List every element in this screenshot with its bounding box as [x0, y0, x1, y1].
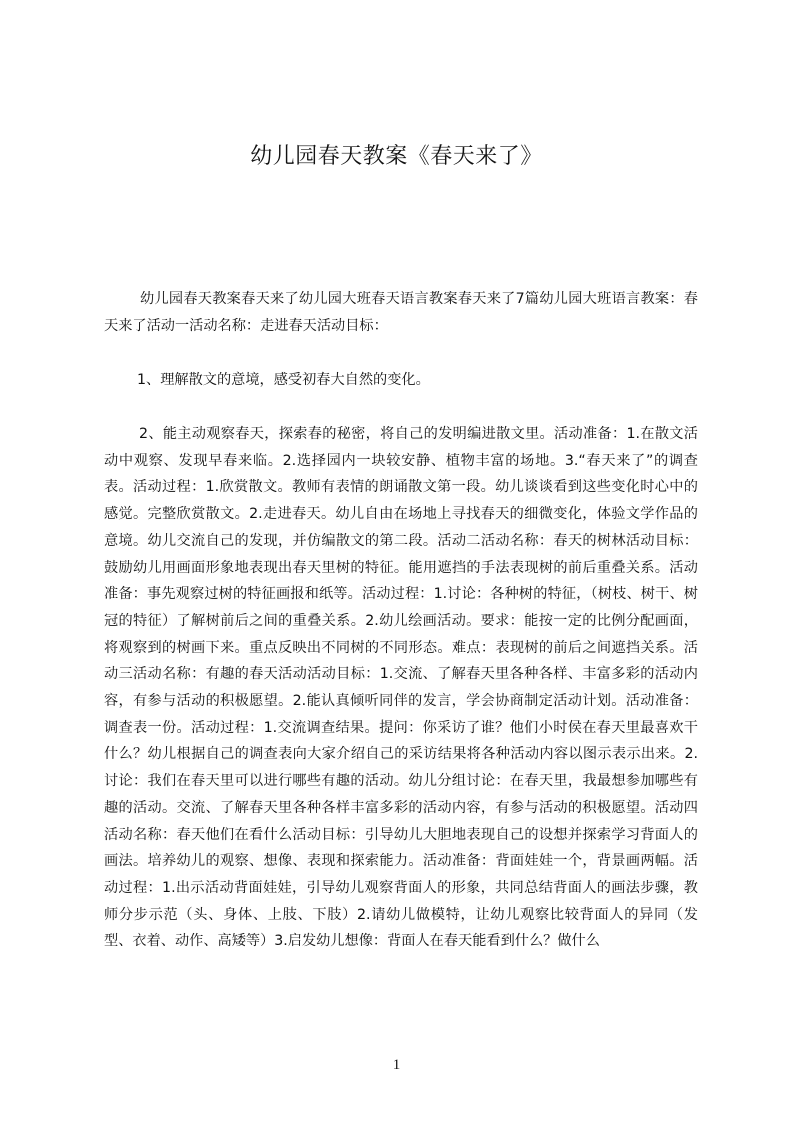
- page-number: 1: [392, 1057, 401, 1073]
- document-title: 幼儿园春天教案《春天来了》: [250, 144, 543, 169]
- paragraph-objective-1: 1、理解散文的意境，感受初春大自然的变化。: [137, 372, 430, 388]
- paragraph-intro: 幼儿园春天教案春天来了幼儿园大班春天语言教案春天来了7篇幼儿园大班语言教案：春天来了活动一活动名称：走进春天活动目标：: [104, 291, 698, 334]
- paragraph-objective-2-and-activities: 2、能主动观察春天，探索春的秘密，将自己的发明编进散文里。活动准备：1.在散文活动中观察、发现早春来临。2.选择园内一块较安静、植物丰富的场地。3.“春天来了”的调查表。活动过程：1.欣赏散文。教师有表情的朗诵散文第一段。幼儿谈谈看到这些变化时心中的感觉。完整欣赏散文。2.走进春天。幼儿自由在场地上寻找春天的细微变化，体验文学作品的意境。幼儿交流自己的发现，并仿编散文的第二段。活动二活动名称：春天的树林活动目标：鼓励幼儿用画面形象地表现出春天里树的特征。能用遮挡的手法表现树的前后重叠关系。活动准备：事先观察过树的特征画报和纸等。活动过程：1.讨论：各种树的特征，（树枝、树干、树冠的特征）了解树前后之间的重叠关系。2.幼儿绘画活动。要求：能按一定的比例分配画面，将观察到的树画下来。重点反映出不同树的不同形态。难点：表现树的前后之间遮挡关系。活动三活动名称：有趣的春天活动活动目标：1.交流、了解春天里各种各样、丰富多彩的活动内容，有参与活动的积极愿望。2.能认真倾听同伴的发言，学会协商制定活动计划。活动准备：调查表一份。活动过程：1.交流调查结果。提问：你采访了谁？他们小时侯在春天里最喜欢干什么？幼儿根据自己的调查表向大家介绍自己的采访结果将各种活动内容以图示表示出来。2.讨论：我们在春天里可以进行哪些有趣的活动。幼儿分组讨论：在春天里，我最想参加哪些有趣的活动。交流、了解春天里各种各样丰富多彩的活动内容，有参与活动的积极愿望。活动四活动名称：春天他们在看什么活动目标：引导幼儿大胆地表现自己的设想并探索学习背面人的画法。培养幼儿的观察、想像、表现和探索能力。活动准备：背面娃娃一个，背景画两幅。活动过程：1.出示活动背面娃娃，引导幼儿观察背面人的形象，共同总结背面人的画法步骤，教师分步示范（头、身体、上肢、下肢）2.请幼儿做模特，让幼儿观察比较背面人的异同（发型、衣着、动作、高矮等）3.启发幼儿想像：背面人在春天能看到什么？做什么: [104, 426, 698, 950]
